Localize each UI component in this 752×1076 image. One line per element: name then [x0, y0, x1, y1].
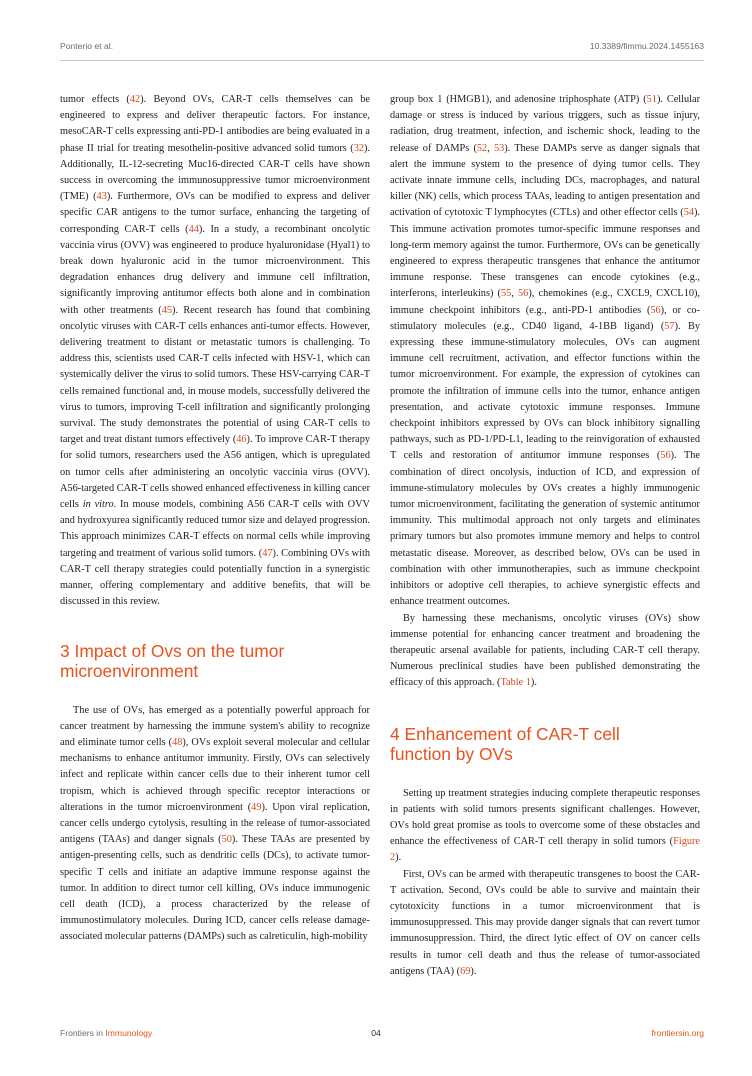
citation-link[interactable]: 43 [96, 191, 107, 203]
citation-link[interactable]: 50 [221, 834, 232, 846]
text-run: , [511, 288, 519, 300]
citation-link[interactable]: 69 [460, 965, 471, 977]
citation-link[interactable]: 44 [188, 223, 199, 235]
left-column [60, 92, 370, 946]
paragraph [390, 786, 700, 867]
right-column [390, 92, 700, 980]
text-run: ). This immune activation promotes tumor-specific immune responses and long-term memory against the tumor. Furthermore, OVs can be genetically engineered to express therapeutic transgenes that enhance the antitumor immune response. These transgenes can encode cytokines (e.g., interferons, interleukins) ( [390, 207, 700, 300]
text-run: ). Furthermore, OVs can be modified to express and deliver specific CAR antigens to the tumor surface, enhancing the targeting of corresponding CAR-T cells ( [60, 191, 370, 235]
text-run: ), or co-stimulatory molecules (e.g., CD40 ligand, 4-1BB ligand) ( [390, 304, 700, 332]
page-number: 04 [371, 1028, 381, 1038]
text-run: , [487, 142, 494, 154]
citation-link[interactable]: 56 [518, 288, 529, 300]
text-run: ). Recent research has found that combining oncolytic viruses with CAR-T cells enhances anti-tumor effects. However, delivering treatment to distant or metastatic tumors is challenging. To address this, scientists used CAR-T cells infected with HSV-1, which can systemically deliver the virus to solid tumors. These HSV-carrying CAR-T cells remained functional and, in mouse models, successfully delivered the virus to tumors, improving T-cell infiltration and significantly prolonging survival. The study demonstrates the potential of using CAR-T cells to target and treat distant tumors effectively ( [60, 304, 370, 446]
text-run: tumor effects ( [60, 94, 130, 105]
footer-journal-name[interactable]: Immunology [105, 1028, 153, 1038]
text-run: By harnessing these mechanisms, oncolytic viruses (OVs) show immense potential for enhancing cancer treatment and broadening the therapeutic arsenal available for patients, including CAR-T cell therapy. Numerous preclinical studies have been published demonstrating the efficacy of this approach. ( [390, 612, 700, 689]
text-run: The use of OVs, has emerged as a potentially powerful approach for cancer treatment by harnessing the immune system's ability to recognize and eliminate tumor cells ( [60, 704, 370, 748]
text-run: ), OVs exploit several molecular and cellular mechanisms to enhance antitumor immunity. Firstly, OVs can selectively infect and replicate within cancer cells due to their inherent tumor cell tropism, which is achieved through specific receptor interactions or alterations in the tumor microenvironment ( [60, 736, 370, 813]
citation-link[interactable]: 52 [476, 142, 488, 154]
text-run: ). By expressing these immune-stimulatory molecules, OVs can augment immune cell recruitment, activation, and effector functions within the tumor microenvironment. For example, the expression of cytokines can promote the infiltration of immune cells into the tumor, enhance antigen presentation, and activate cytotoxic immune responses. Immune checkpoint inhibitors expressed by OVs can block inhibitory signalling pathways, such as PD-1/PD-L1, leading to the reinvigoration of exhausted T cells and restoration of antitumor immune responses ( [390, 320, 700, 462]
text-run: ). [470, 965, 477, 977]
text-run: ). Additionally, IL-12-secreting Muc16-directed CAR-T cells have shown success in overcoming the immunosuppressive tumor microenvironment (TME) ( [60, 142, 370, 203]
text-run: ). The combination of direct oncolysis, induction of ICD, and expression of immune-stimulatory molecules by OVs creates a highly immunogenic tumor microenvironment, facilitating the generation of systemic antitumor immunity. This multimodal approach not only targets and eliminates primary tumors but also promotes immune memory and helps to control metastatic disease. Moreover, as described below, OVs can be used in combination with other immunotherapies, such as immune checkpoint inhibitors or adoptive cell therapies, to achieve synergistic effects and enhance treatment outcomes. [390, 450, 700, 608]
citation-link[interactable]: 47 [262, 547, 273, 559]
citation-link[interactable]: 56 [660, 450, 671, 462]
citation-link[interactable]: 42 [129, 94, 141, 105]
citation-link[interactable]: 51 [646, 94, 657, 105]
paragraph [390, 92, 700, 611]
paragraph [390, 867, 700, 980]
text-run: ). Beyond OVs, CAR-T cells themselves can be engineered to express and deliver therapeutic factors. For instance, mesoCAR-T cells expressing anti-PD-1 antibodies are being evaluated in a phase II trial for treating mesothelin-positive advanced solid tumors ( [60, 94, 370, 154]
text-run: ). [530, 677, 537, 689]
citation-link[interactable]: Table 1 [500, 677, 531, 689]
citation-link[interactable]: 45 [161, 304, 173, 316]
running-head-doi[interactable]: 10.3389/fimmu.2024.1455163 [589, 41, 704, 51]
paragraph [390, 611, 700, 692]
text-run: First, OVs can be armed with therapeutic transgenes to boost the CAR-T activation. Second, OVs could be able to survive and maintain their cytotoxicity functions in a tumor microenvironment that is immunosuppressed. This may provide danger signals that can revert tumor immunosuppression. Third, the direct lytic effect of OV on cancer cells results in tumor cell death and thus the release of tumor-associated antigens (TAA) ( [390, 868, 700, 977]
section-4-heading: 4 Enhancement of CAR-T cell function by OVs [390, 723, 620, 764]
footer-journal-prefix: Frontiers in [60, 1028, 106, 1038]
text-run: . In mouse models, combining A56 CAR-T cells with OVV and hydroxyurea significantly reduced tumor size and delayed progression. This approach minimizes CAR-T effects on normal cells while improving targeting and treatment of various solid tumors. ( [60, 499, 370, 559]
citation-link[interactable]: 55 [500, 288, 512, 300]
header-rule [60, 60, 704, 61]
citation-link[interactable]: 32 [353, 142, 364, 154]
footer-site-link[interactable]: frontiersin.org [651, 1028, 704, 1038]
text-run: ). These DAMPs serve as danger signals that alert the immune system to the presence of dying tumor cells. They activate innate immune cells, including DCs, macrophages, and natural killer (NK) cells, which process TAAs, leading to antigen presentation and activation of cytotoxic T lymphocytes (CTLs) and other effector cells ( [390, 142, 701, 219]
paragraph [60, 703, 370, 946]
citation-link[interactable]: 54 [683, 207, 694, 219]
citation-link[interactable]: 46 [236, 434, 247, 446]
text-run: ). In a study, a recombinant oncolytic vaccinia virus (OVV) was engineered to produce hyaluronidase (Hyal1) to break down hyaluronic acid in the tumor microenvironment. This degradation enhances drug delivery and immune cell infiltration, significantly improving antitumor effects both alone and in combination with other treatments ( [60, 223, 370, 316]
italic-text: in vitro [82, 499, 114, 511]
citation-link[interactable]: 48 [172, 736, 183, 748]
citation-link[interactable]: 56 [650, 304, 661, 316]
text-run: ). These TAAs are presented by antigen-presenting cells, such as dendritic cells (DCs), to activate tumor-specific T cells and initiate an adaptive immune response against the tumor. In addition to direct tumor cell killing, OVs induce immunogenic cell death (ICD), a process characterized by the release of immunostimulatory molecules. During ICD, cancer cells release damage-associated molecular patterns (DAMPs) such as calreticulin, high-mobility [60, 834, 370, 943]
citation-link[interactable]: 49 [251, 801, 262, 813]
running-head-author: Ponterio et al. [60, 41, 114, 51]
text-run: Setting up treatment strategies inducing complete therapeutic responses in patients with solid tumors presents significant challenges. However, OVs hold great promise as tools to overcome some of these obstacles and enhance the effectiveness of CAR-T cell therapy in solid tumors ( [390, 787, 700, 848]
citation-link[interactable]: 57 [664, 320, 675, 332]
text-run: ), chemokines (e.g., CXCL9, CXCL10), immune checkpoint inhibitors (e.g., anti-PD-1 antibodies ( [390, 288, 700, 316]
citation-link[interactable]: 53 [493, 142, 505, 154]
text-run: ). [395, 852, 402, 864]
text-run: ). Combining OVs with CAR-T cell therapy strategies could potentially function in a synergistic manner, offering complementary and additive benefits, that will be discussed in this review. [60, 547, 370, 608]
text-run: ). Cellular damage or stress is induced by various triggers, such as tissue injury, radiation, drug treatment, infection, and ischemic shock, leading to the release of DAMPs ( [390, 94, 701, 154]
section-3-heading: 3 Impact of Ovs on the tumor microenvironment [60, 640, 285, 681]
citation-link[interactable]: Figure 2 [390, 836, 700, 864]
text-run: ). Upon viral replication, cancer cells undergo cytolysis, resulting in the release of tumor-associated antigens (TAAs) and danger signals ( [60, 801, 370, 846]
text-run: group box 1 (HMGB1), and adenosine triphosphate (ATP) ( [390, 94, 647, 105]
text-run: ). To improve CAR-T therapy for solid tumors, researchers used the A56 antigen, which is upregulated on tumor cells after administering an oncolytic vaccinia virus (OVV). A56-targeted CAR-T cells showed enhanced effectiveness in killing cancer cells [60, 434, 370, 511]
paragraph [60, 92, 370, 611]
